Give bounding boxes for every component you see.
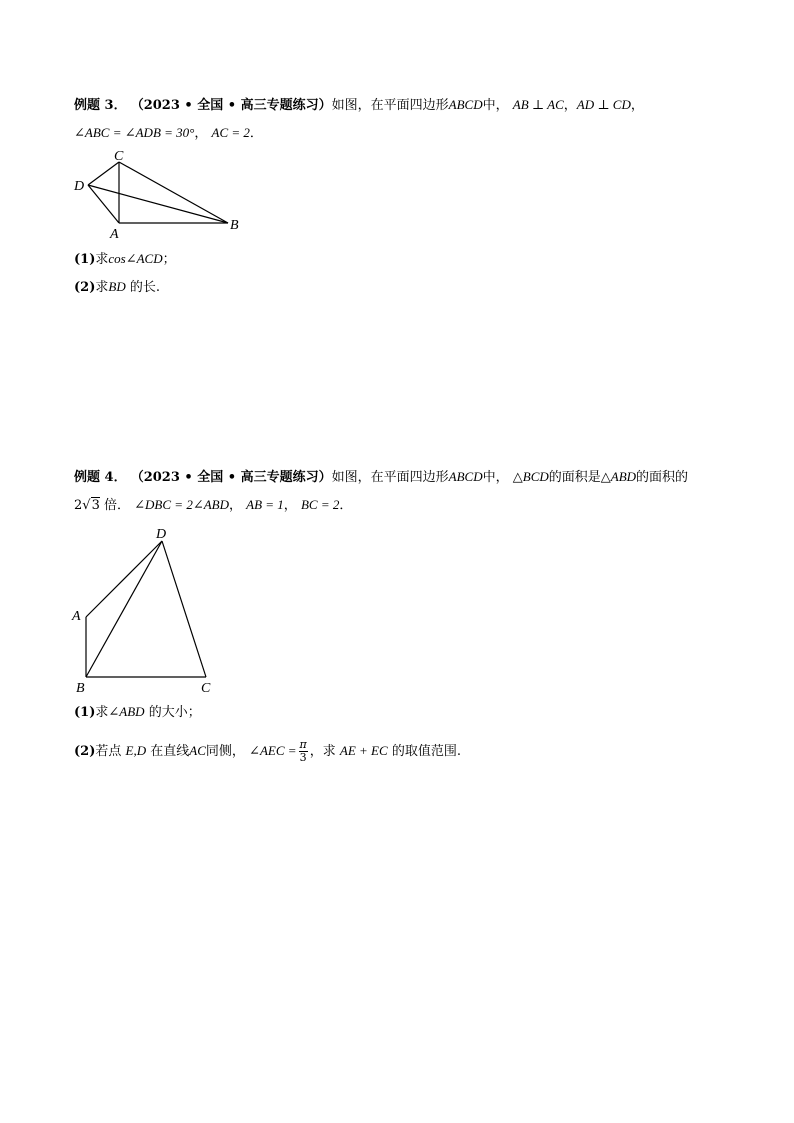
example4-text-a: 的面积是 [548,470,601,485]
example3-q2-expr: BD [108,279,126,294]
example4-q1-number: (1) [74,705,96,720]
example3-q2-end: 的长. [129,280,160,295]
example4-q2-mid2: 同侧， [205,744,245,759]
example4-q1-end: 的大小； [148,705,201,720]
example3-line2 [74,124,263,143]
example4-figure [68,520,228,695]
example3-q1-text: 求 [95,252,109,267]
example3-line2-end: ． [249,126,263,141]
example3-figure [70,145,270,245]
example3-q1-end: ； [162,252,176,267]
example4-q2-line: AC [189,743,206,758]
segment-db [88,185,228,223]
point-label-d: D [156,527,167,542]
segment-cb [119,162,228,223]
fraction-numerator: π [299,738,307,751]
example3-label: 例题 3． [74,98,127,113]
example3-q2-number: (2) [74,280,96,295]
example4-question2 [74,739,461,764]
example4-q2-mid: 在直线 [150,744,190,759]
example3-question2 [74,278,160,297]
example4-line2 [74,496,352,515]
example4-q2-comma: ，求 [309,744,336,759]
example4-intro: 如图，在平面四边形 [331,470,449,485]
example4-sep2: ， [283,498,297,513]
example3-cond2: AD ⊥ CD [576,97,631,112]
example3-angle-cond: ∠ABC = ∠ADB = 30° [74,125,195,140]
example3-sep1: ， [563,98,577,113]
segment-ad [86,541,162,617]
example4-q2-angle: ∠AEC = [249,743,297,758]
example4-angle-cond: ∠DBC = 2∠ABD [134,497,229,512]
example4-q2-number: (2) [74,744,96,759]
example4-line1 [74,468,688,487]
example4-mid: 中， [482,470,509,485]
example3-sep3: ， [194,126,208,141]
example4-triangle-bcd: △BCD [512,469,549,484]
example4-root: 3 [91,498,100,513]
segment-dc [88,162,119,185]
example4-bc-cond: BC = 2 [300,497,340,512]
example4-label: 例题 4． [74,470,127,485]
segment-bd [86,541,162,677]
point-label-d: D [74,179,85,194]
example4-ab-cond: AB = 1 [246,497,284,512]
example3-source: （2023 • 全国 • 高三专题练习） [130,98,332,113]
example4-source: （2023 • 全国 • 高三专题练习） [130,470,332,485]
fraction-denominator: 3 [299,751,307,764]
segment-cd [162,541,206,677]
point-label-b: B [76,681,85,695]
example4-q1-expr: ∠ABD [108,704,145,719]
example4-q2-end: 的取值范围. [391,744,461,759]
example4-q1-text: 求 [95,705,109,720]
example4-text-b: 的面积的 [636,470,689,485]
example3-question1 [74,250,176,269]
example4-q2-expr: AE + EC [339,743,388,758]
example4-bei: 倍． [104,498,131,513]
example4-q2-points: E,D [125,743,147,758]
segment-da [88,185,119,223]
example3-quad: ABCD [448,97,483,112]
example4-triangle-abd: △ABD [600,469,637,484]
example3-mid: 中， [482,98,509,113]
example4-sep1: ， [228,498,242,513]
example3-ac-cond: AC = 2 [211,125,250,140]
example4-line2-end: ． [339,498,353,513]
sqrt-icon: √ [82,498,91,513]
example4-question1 [74,703,201,722]
example3-line1 [74,96,644,115]
example3-sep2: ， [630,98,644,113]
point-label-c: C [201,681,211,695]
example4-coef: 2 [74,498,83,513]
example3-cond1: AB ⊥ AC [512,97,564,112]
example4-q2-text: 若点 [95,744,122,759]
example3-q2-text: 求 [95,280,109,295]
point-label-a: A [110,227,119,242]
point-label-c: C [114,149,124,164]
example3-q1-expr: cos∠ACD [108,251,163,266]
point-label-b: B [230,218,239,233]
example4-quad: ABCD [448,469,483,484]
example4-q2-fraction [299,739,308,764]
example3-q1-number: (1) [74,252,96,267]
example3-intro: 如图，在平面四边形 [331,98,449,113]
point-label-a: A [72,609,81,624]
